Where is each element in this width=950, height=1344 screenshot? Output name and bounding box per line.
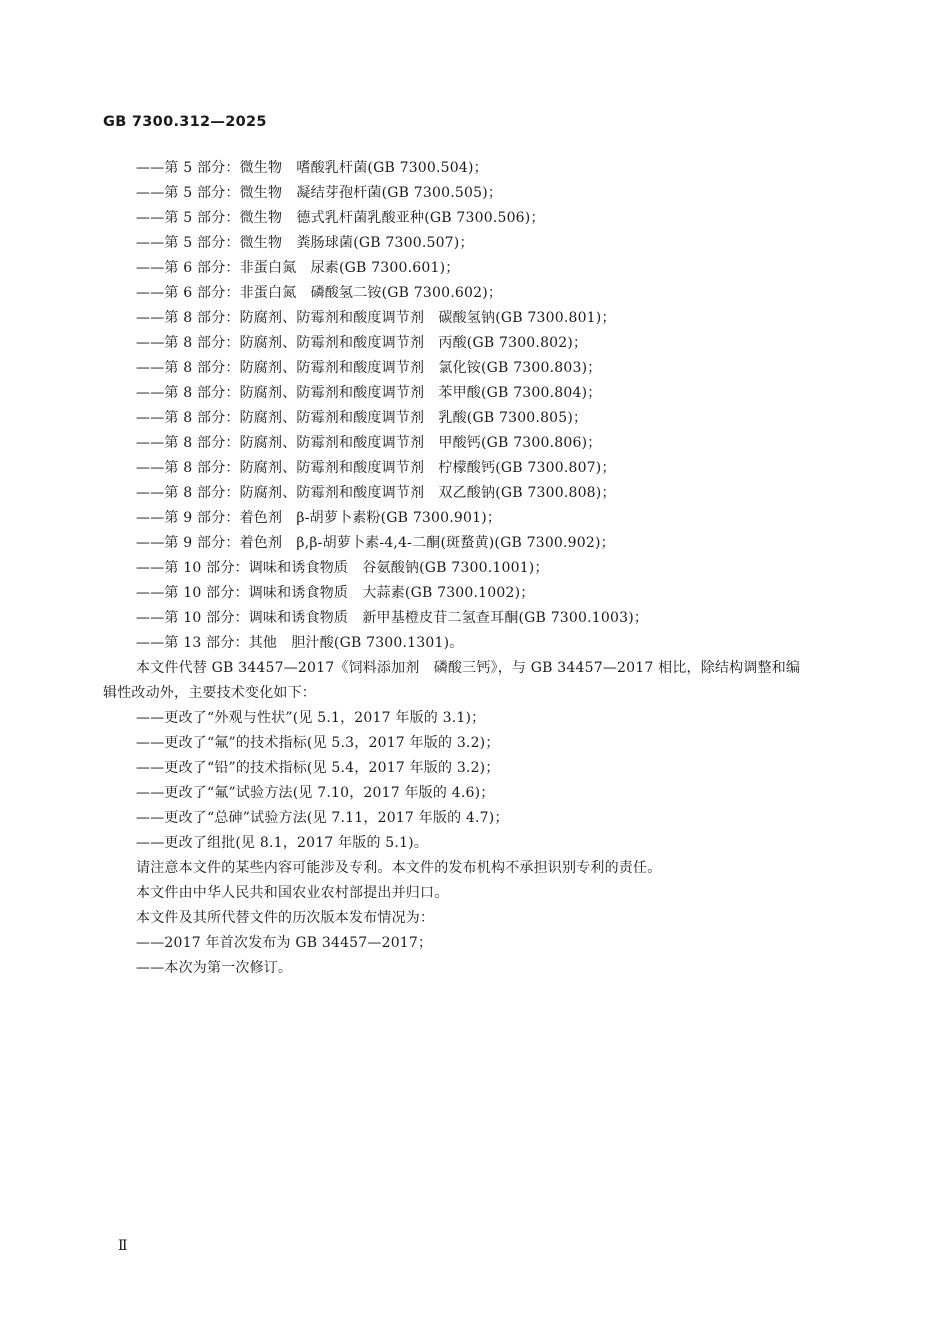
list-item: ——更改了“氟”的技术指标(见 5.3，2017 年版的 3.2)； [136,735,500,751]
list-item: ——第 8 部分：防腐剂、防霉剂和酸度调节剂 碳酸氢钠(GB 7300.801)； [136,310,616,326]
list-item: ——第 13 部分：其他 胆汁酸(GB 7300.1301)。 [136,635,464,651]
list-item: ——第 9 部分：着色剂 β,β-胡萝卜素-4,4-二酮(斑蝥黄)(GB 7300.902)； [136,535,615,551]
list-item: ——第 6 部分：非蛋白氮 磷酸氢二铵(GB 7300.602)； [136,285,503,301]
list-item: ——更改了“铅”的技术指标(见 5.4，2017 年版的 3.2)； [136,760,500,776]
paragraph: 本文件由中华人民共和国农业农村部提出并归口。 [136,885,449,901]
list-item: ——更改了“氟”试验方法(见 7.10，2017 年版的 4.6)； [136,785,495,801]
paragraph: 本文件及其所代替文件的历次版本发布情况为： [136,910,435,926]
list-item: ——第 8 部分：防腐剂、防霉剂和酸度调节剂 苯甲酸(GB 7300.804)； [136,385,602,401]
list-item: ——第 8 部分：防腐剂、防霉剂和酸度调节剂 氯化铵(GB 7300.803)； [136,360,602,376]
list-item: ——2017 年首次发布为 GB 34457—2017； [136,935,433,951]
page-number: Ⅱ [118,1238,128,1254]
list-item: ——第 8 部分：防腐剂、防霉剂和酸度调节剂 乳酸(GB 7300.805)； [136,410,588,426]
list-item: ——更改了组批(见 8.1，2017 年版的 5.1)。 [136,835,429,851]
standard-number-header: GB 7300.312—2025 [103,114,267,130]
list-item: ——第 8 部分：防腐剂、防霉剂和酸度调节剂 双乙酸钠(GB 7300.808)； [136,485,616,501]
list-item: ——第 8 部分：防腐剂、防霉剂和酸度调节剂 甲酸钙(GB 7300.806)； [136,435,602,451]
list-item: ——第 5 部分：微生物 德式乳杆菌乳酸亚种(GB 7300.506)； [136,210,545,226]
list-item: ——第 10 部分：调味和诱食物质 谷氨酸钠(GB 7300.1001)； [136,560,549,576]
list-item: ——第 8 部分：防腐剂、防霉剂和酸度调节剂 丙酸(GB 7300.802)； [136,335,588,351]
list-item: ——第 5 部分：微生物 嗜酸乳杆菌(GB 7300.504)； [136,160,488,176]
paragraph: 本文件代替 GB 34457—2017《饲料添加剂 磷酸三钙》，与 GB 34457—2017 相比，除结构调整和编 [136,660,801,676]
list-item: ——第 10 部分：调味和诱食物质 新甲基橙皮苷二氢查耳酮(GB 7300.1003)； [136,610,649,626]
list-item: ——第 8 部分：防腐剂、防霉剂和酸度调节剂 柠檬酸钙(GB 7300.807)； [136,460,616,476]
list-item: ——更改了“外观与性状”(见 5.1，2017 年版的 3.1)； [136,710,486,726]
paragraph-continuation: 辑性改动外，主要技术变化如下： [103,685,316,701]
paragraph: 请注意本文件的某些内容可能涉及专利。本文件的发布机构不承担识别专利的责任。 [136,860,662,876]
list-item: ——第 5 部分：微生物 粪肠球菌(GB 7300.507)； [136,235,474,251]
list-item: ——第 5 部分：微生物 凝结芽孢杆菌(GB 7300.505)； [136,185,503,201]
list-item: ——本次为第一次修订。 [136,960,293,976]
list-item: ——第 6 部分：非蛋白氮 尿素(GB 7300.601)； [136,260,460,276]
list-item: ——更改了“总砷”试验方法(见 7.11，2017 年版的 4.7)； [136,810,509,826]
list-item: ——第 10 部分：调味和诱食物质 大蒜素(GB 7300.1002)； [136,585,535,601]
list-item: ——第 9 部分：着色剂 β-胡萝卜素粉(GB 7300.901)； [136,510,502,526]
